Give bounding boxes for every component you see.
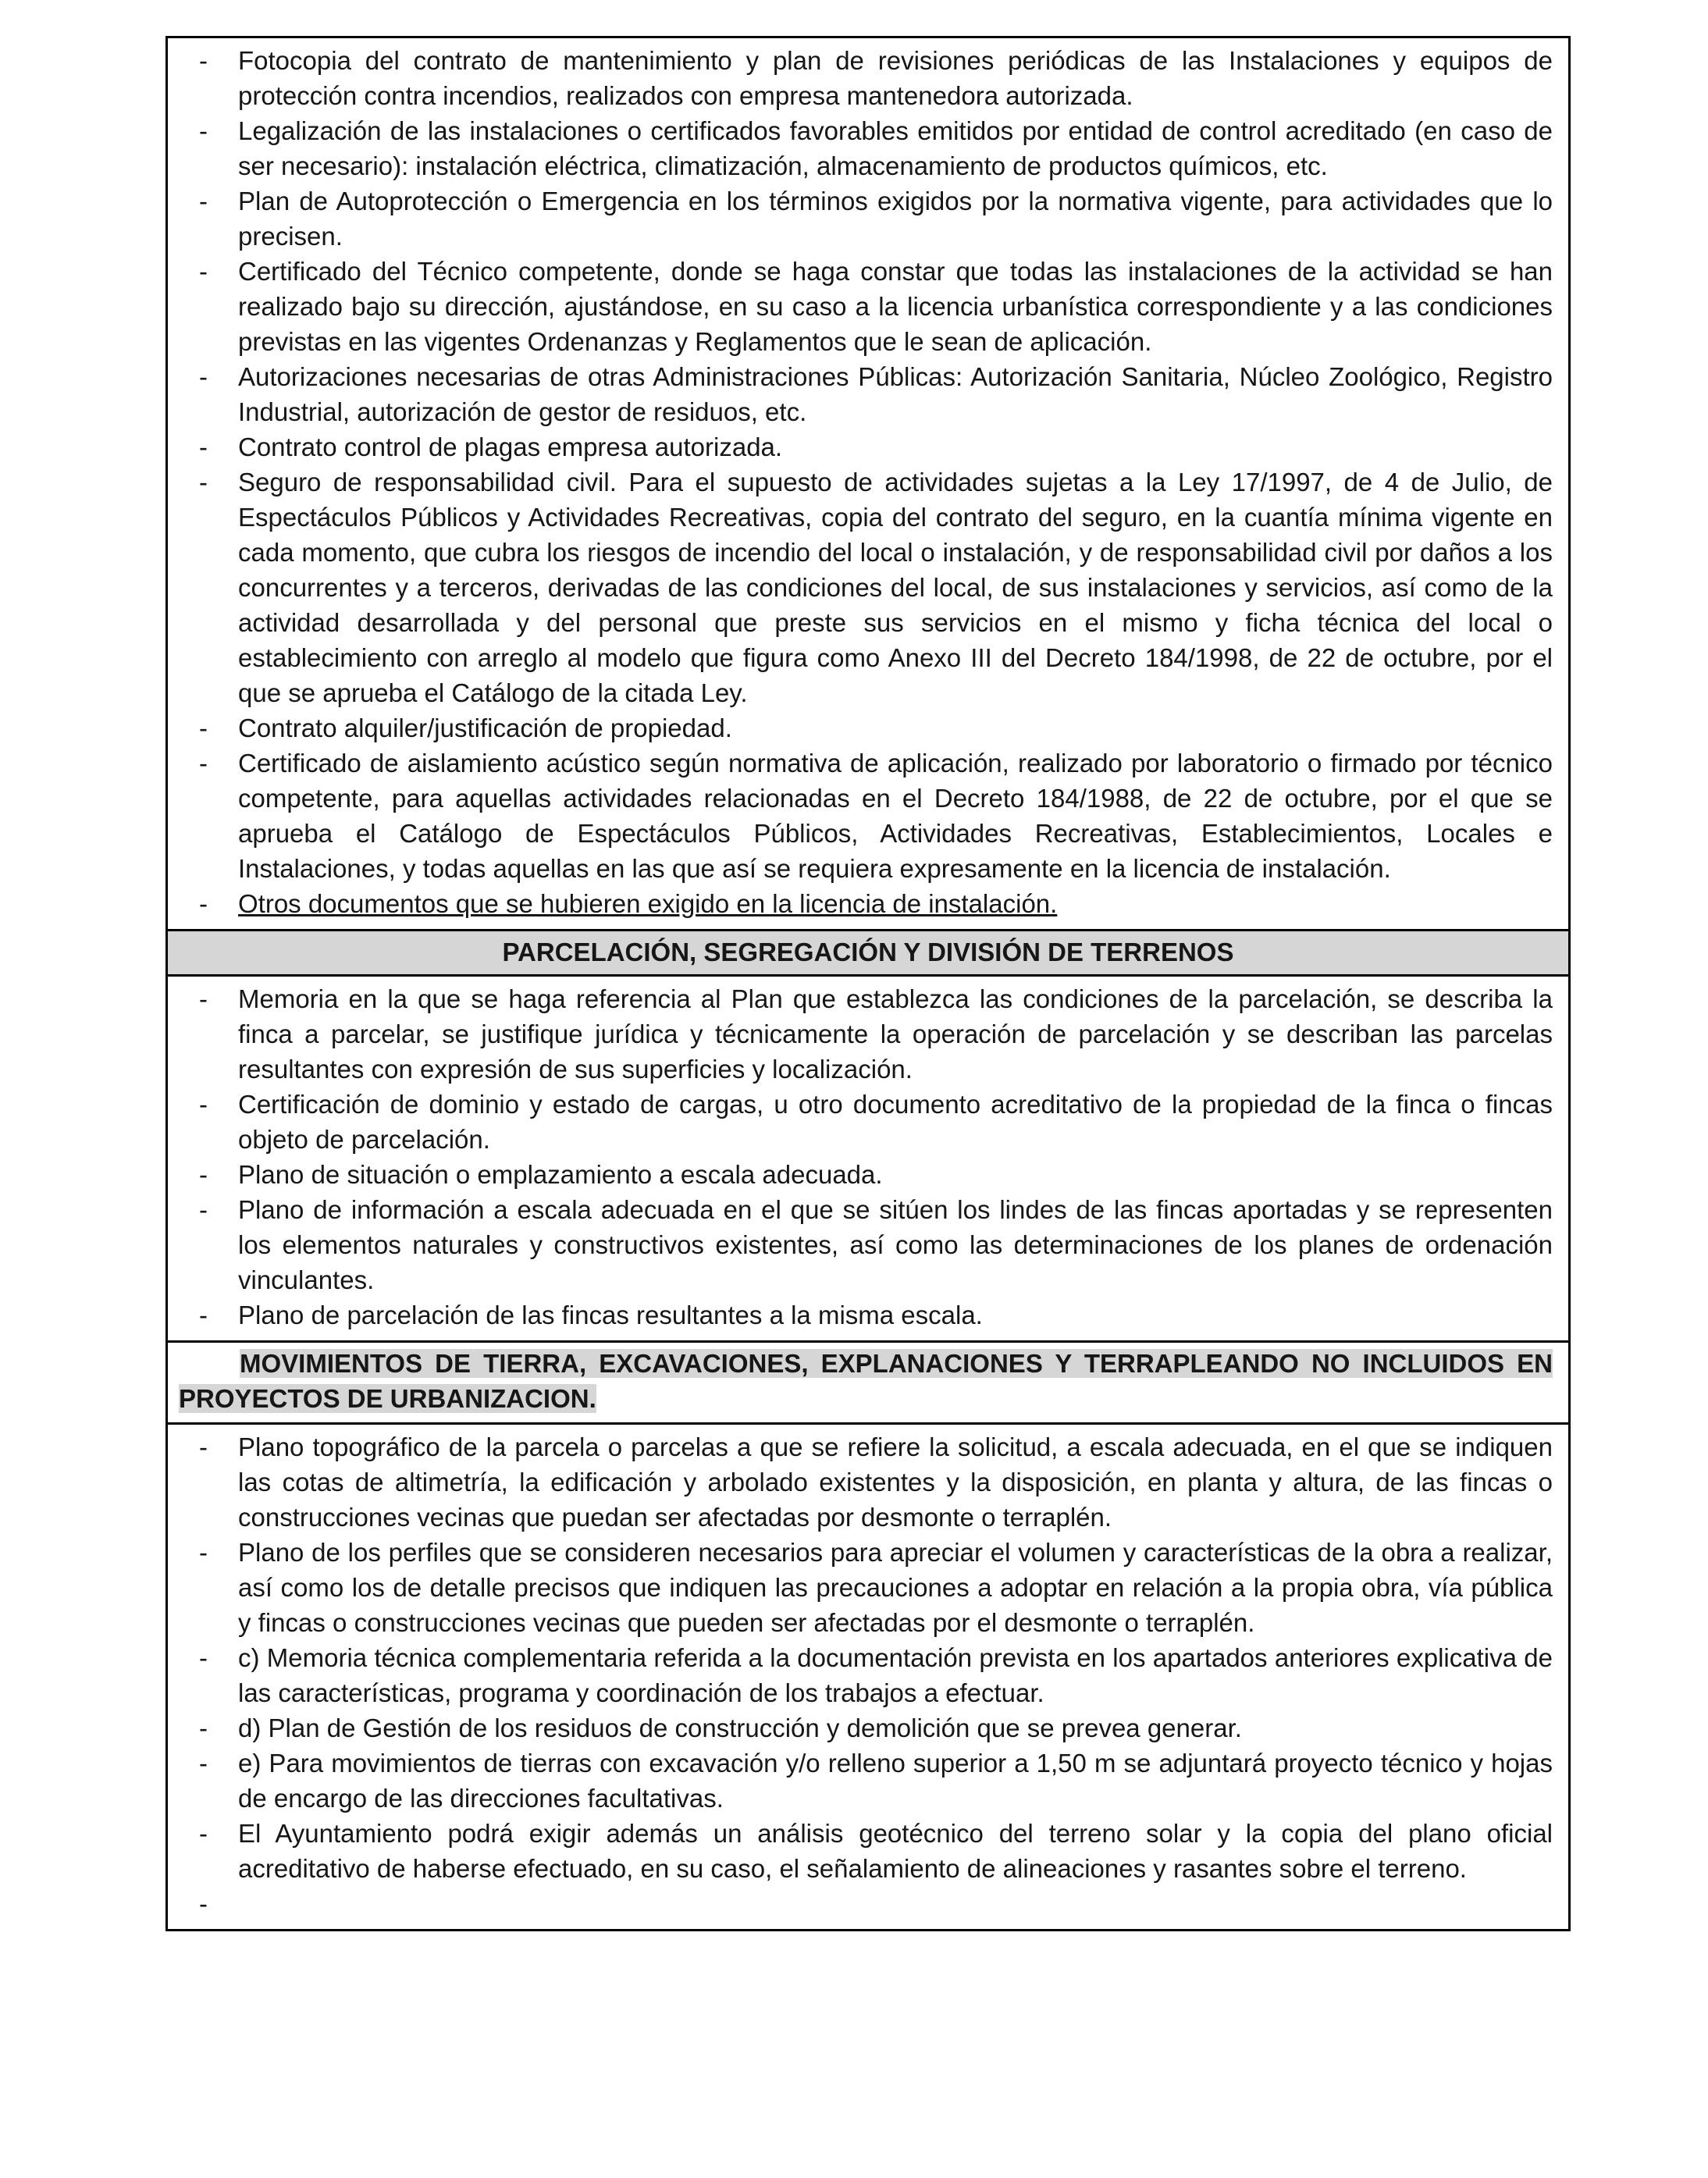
list-bullet: - bbox=[199, 257, 208, 286]
list-bullet: - bbox=[199, 468, 208, 496]
list-item bbox=[199, 113, 1553, 183]
list-item-text: Certificación de dominio y estado de cargas, u otro documento acreditativo de la propiedad de la finca o fincas objeto de parcelación. bbox=[238, 1090, 1553, 1154]
list-item bbox=[199, 1640, 1553, 1710]
list-item bbox=[199, 429, 1553, 464]
list-item-text: Autorizaciones necesarias de otras Administraciones Públicas: Autorización Sanitaria, Núcleo Zoológico, Registro Industrial, autorización de gestor de residuos, etc. bbox=[238, 362, 1553, 426]
section-list-installation-docs bbox=[165, 36, 1571, 931]
list-item bbox=[199, 1886, 1553, 1921]
list-item bbox=[199, 1192, 1553, 1297]
list-bullet: - bbox=[199, 362, 208, 391]
list-bullet: - bbox=[199, 1714, 208, 1742]
list-item bbox=[199, 1710, 1553, 1746]
list-item bbox=[199, 464, 1553, 710]
section-header-movimientos bbox=[165, 1343, 1571, 1425]
list-item-text: El Ayuntamiento podrá exigir además un análisis geotécnico del terreno solar y la copia del plano oficial acreditativo de haberse efectuado, en su caso, el señalamiento de alineaciones y rasantes sobre el terreno. bbox=[238, 1819, 1553, 1883]
list-item-text: Plano de parcelación de las fincas resultantes a la misma escala. bbox=[238, 1301, 983, 1329]
list-item bbox=[199, 43, 1553, 113]
section-header-text: MOVIMIENTOS DE TIERRA, EXCAVACIONES, EXPLANACIONES Y TERRAPLEANDO NO INCLUIDOS EN PROYECTOS DE URBANIZACION. bbox=[179, 1349, 1553, 1413]
section-header-parcelacion bbox=[165, 931, 1571, 977]
list-item bbox=[199, 1297, 1553, 1333]
list-bullet: - bbox=[199, 46, 208, 75]
list-item-text: Otros documentos que se hubieren exigido en la licencia de instalación. bbox=[238, 889, 1058, 918]
list-item-text: Plano topográfico de la parcela o parcelas a que se refiere la solicitud, a escala adecuada, en el que se indiquen las cotas de altimetría, la edificación y arbolado existentes y la disposición, en planta y altura, de las fincas o construcciones vecinas que puedan ser afectadas por desmonte o terraplén. bbox=[238, 1432, 1553, 1532]
list-item bbox=[199, 1746, 1553, 1816]
list-item-text: Certificado de aislamiento acústico según normativa de aplicación, realizado por laboratorio o firmado por técnico competente, para aquellas actividades relacionadas en el Decreto 184/1988, de 22 de octubre, por el que se aprueba el Catálogo de Espectáculos Públicos, Actividades Recreativas, Establecimientos, Locales e Instalaciones, y todas aquellas en las que así se requiera expresamente en la licencia de instalación. bbox=[238, 749, 1553, 883]
list-item bbox=[199, 1429, 1553, 1535]
list-item-text: Plan de Autoprotección o Emergencia en los términos exigidos por la normativa vigente, para actividades que lo precisen. bbox=[238, 187, 1553, 251]
list-bullet: - bbox=[199, 1160, 208, 1189]
list-item-text: e) Para movimientos de tierras con excavación y/o relleno superior a 1,50 m se adjuntará proyecto técnico y hojas de encargo de las direcciones facultativas. bbox=[238, 1749, 1553, 1813]
list-item bbox=[199, 254, 1553, 359]
list-bullet: - bbox=[199, 187, 208, 215]
list-item-text: Plano de información a escala adecuada en el que se sitúen los lindes de las fincas aportadas y se representen los elementos naturales y constructivos existentes, así como las determinaciones de los planes de ordenación vinculantes. bbox=[238, 1195, 1553, 1294]
list-item bbox=[199, 1087, 1553, 1157]
list-bullet: - bbox=[199, 984, 208, 1013]
list-item bbox=[199, 746, 1553, 886]
list-item-text: Fotocopia del contrato de mantenimiento y plan de revisiones periódicas de las Instalaciones y equipos de protección contra incendios, realizados con empresa mantenedora autorizada. bbox=[238, 46, 1553, 110]
list-bullet: - bbox=[199, 1090, 208, 1119]
list-item bbox=[199, 359, 1553, 429]
list-bullet: - bbox=[199, 1643, 208, 1672]
list-item-text: Contrato control de plagas empresa autorizada. bbox=[238, 432, 783, 461]
list-bullet: - bbox=[199, 749, 208, 778]
list-bullet: - bbox=[199, 1889, 208, 1918]
list-item-text: Seguro de responsabilidad civil. Para el supuesto de actividades sujetas a la Ley 17/1997, de 4 de Julio, de Espectáculos Públicos y Actividades Recreativas, copia del contrato del seguro, en la cuantía mínima vigente en cada momento, que cubra los riesgos de incendio del local o instalación, y de responsabilidad civil por daños a los concurrentes y a terceros, derivadas de las condiciones del local, de sus instalaciones y servicios, así como de la actividad desarrollada y del personal que preste sus servicios en el mismo y ficha técnica del local o establecimiento con arreglo al modelo que figura como Anexo III del Decreto 184/1998, de 22 de octubre, por el que se aprueba el Catálogo de la citada Ley. bbox=[238, 468, 1553, 707]
list-bullet: - bbox=[199, 1301, 208, 1329]
list-item-text: c) Memoria técnica complementaria referida a la documentación prevista en los apartados anteriores explicativa de las características, programa y coordinación de los trabajos a efectuar. bbox=[238, 1643, 1553, 1707]
section-list-movimientos-docs bbox=[165, 1425, 1571, 1931]
list-bullet: - bbox=[199, 1749, 208, 1778]
list-bullet: - bbox=[199, 432, 208, 461]
list-item bbox=[199, 886, 1553, 921]
list-item bbox=[199, 1157, 1553, 1192]
list-bullet: - bbox=[199, 1819, 208, 1848]
section-list-parcelacion-docs bbox=[165, 977, 1571, 1343]
list-bullet: - bbox=[199, 1195, 208, 1224]
list-item-text: Certificado del Técnico competente, donde se haga constar que todas las instalaciones de la actividad se han realizado bajo su dirección, ajustándose, en su caso a la licencia urbanística correspondiente y a las condiciones previstas en las vigentes Ordenanzas y Reglamentos que le sean de aplicación. bbox=[238, 257, 1553, 356]
list-item-text: Legalización de las instalaciones o certificados favorables emitidos por entidad de control acreditado (en caso de ser necesario): instalación eléctrica, climatización, almacenamiento de productos químicos, etc. bbox=[238, 116, 1553, 180]
list-item-text: Contrato alquiler/justificación de propiedad. bbox=[238, 714, 732, 742]
list-bullet: - bbox=[199, 714, 208, 742]
list-item bbox=[199, 183, 1553, 254]
list-item-text bbox=[238, 1886, 1553, 1921]
list-item bbox=[199, 1535, 1553, 1640]
list-item-text: Plano de situación o emplazamiento a escala adecuada. bbox=[238, 1160, 883, 1189]
list-bullet: - bbox=[199, 1432, 208, 1461]
document-table bbox=[165, 36, 1571, 1931]
list-item bbox=[199, 981, 1553, 1087]
list-bullet: - bbox=[199, 889, 208, 918]
list-item bbox=[199, 1816, 1553, 1886]
list-bullet: - bbox=[199, 1538, 208, 1567]
list-item-text: Memoria en la que se haga referencia al Plan que establezca las condiciones de la parcelación, se describa la finca a parcelar, se justifique jurídica y técnicamente la operación de parcelación y se describan las parcelas resultantes con expresión de sus superficies y localización. bbox=[238, 984, 1553, 1084]
section-header-text: PARCELACIÓN, SEGREGACIÓN Y DIVISIÓN DE TERRENOS bbox=[502, 938, 1234, 966]
list-item bbox=[199, 710, 1553, 746]
list-item-text: d) Plan de Gestión de los residuos de construcción y demolición que se prevea generar. bbox=[238, 1714, 1242, 1742]
list-bullet: - bbox=[199, 116, 208, 145]
list-item-text: Plano de los perfiles que se consideren necesarios para apreciar el volumen y características de la obra a realizar, así como los de detalle precisos que indiquen las precauciones a adoptar en relación a la propia obra, vía pública y fincas o construcciones vecinas que pueden ser afectadas por el desmonte o terraplén. bbox=[238, 1538, 1553, 1637]
